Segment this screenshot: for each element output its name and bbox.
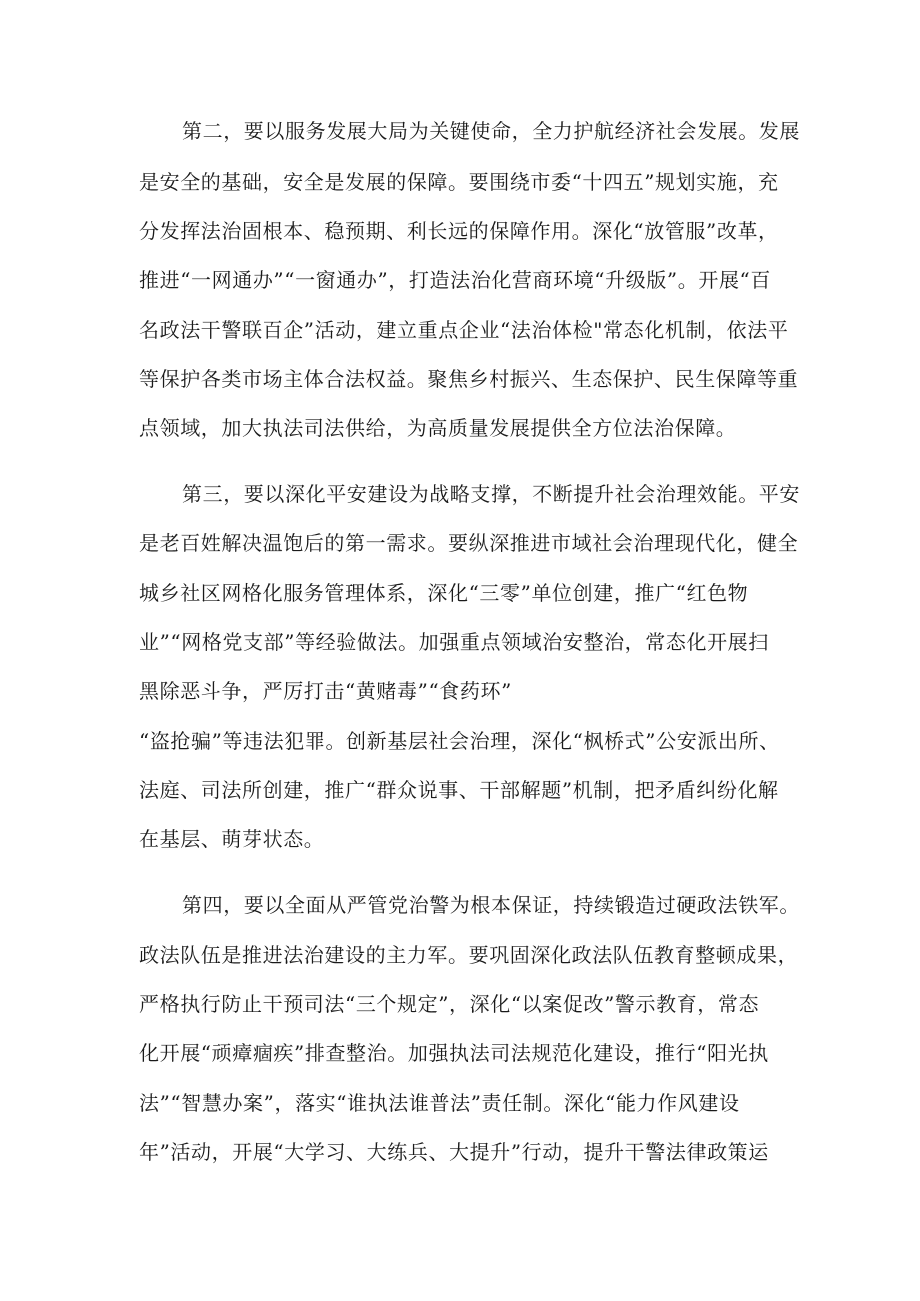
paragraph-3-line-1: 第四，要以全面从严管党治警为根本保证，持续锻造过硬政法铁军。 xyxy=(182,893,800,917)
paragraph-3-line-4: 化开展“顽瘴痼疾”排查整治。加强执法司法规范化建设，推行“阳光执 xyxy=(139,1041,769,1065)
paragraph-2-line-3: 城乡社区网格化服务管理体系，深化“三零”单位创建，推广“红色物 xyxy=(139,581,749,605)
paragraph-2-line-5: 黑除恶斗争，严厉打击“黄赌毒”“食药环” xyxy=(139,679,512,703)
paragraph-3-line-2: 政法队伍是推进法治建设的主力军。要巩固深化政法队伍教育整顿成果， xyxy=(139,943,799,967)
paragraph-2-line-1: 第三，要以深化平安建设为战略支撑，不断提升社会治理效能。平安 xyxy=(182,482,800,506)
paragraph-3-line-6: 年”活动，开展“大学习、大练兵、大提升”行动，提升干警法律政策运 xyxy=(139,1140,769,1164)
paragraph-1-line-5: 名政法干警联百企”活动，建立重点企业“法治体检"常态化机制，依法平 xyxy=(139,318,789,342)
paragraph-1-line-2: 是安全的基础，安全是发展的保障。要围绕市委“十四五”规划实施，充 xyxy=(139,170,779,194)
paragraph-1-line-6: 等保护各类市场主体合法权益。聚焦乡村振兴、生态保护、民生保障等重 xyxy=(139,367,799,391)
paragraph-1-line-1: 第二，要以服务发展大局为关键使命，全力护航经济社会发展。发展 xyxy=(182,119,800,143)
paragraph-2-line-2: 是老百姓解决温饱后的第一需求。要纵深推进市域社会治理现代化，健全 xyxy=(139,531,799,555)
paragraph-2-line-6: “盗抢骗”等违法犯罪。创新基层社会治理，深化“枫桥式”公安派出所、 xyxy=(139,729,780,753)
paragraph-2-line-7: 法庭、司法所创建，推广“群众说事、干部解题”机制，把矛盾纠纷化解 xyxy=(139,778,779,802)
paragraph-1-line-3: 分发挥法治固根本、稳预期、利长远的保障作用。深化“放管服”改革， xyxy=(139,219,779,243)
paragraph-3-line-5: 法”“智慧办案”，落实“谁执法谁普法”责任制。深化“能力作风建设 xyxy=(139,1091,740,1115)
paragraph-1-line-4: 推进“一网通办”“一窗通办”，打造法治化营商环境“升级版”。开展“百 xyxy=(139,268,771,292)
paragraph-2-line-8: 在基层、萌芽状态。 xyxy=(139,827,325,851)
paragraph-2-line-4: 业”“网格党支部”等经验做法。加强重点领域治安整治，常态化开展扫 xyxy=(139,630,769,654)
paragraph-3-line-3: 严格执行防止干预司法“三个规定”，深化“以案促改”警示教育，常态 xyxy=(139,992,760,1016)
paragraph-1-line-7: 点领域，加大执法司法供给，为高质量发展提供全方位法治保障。 xyxy=(139,416,737,440)
